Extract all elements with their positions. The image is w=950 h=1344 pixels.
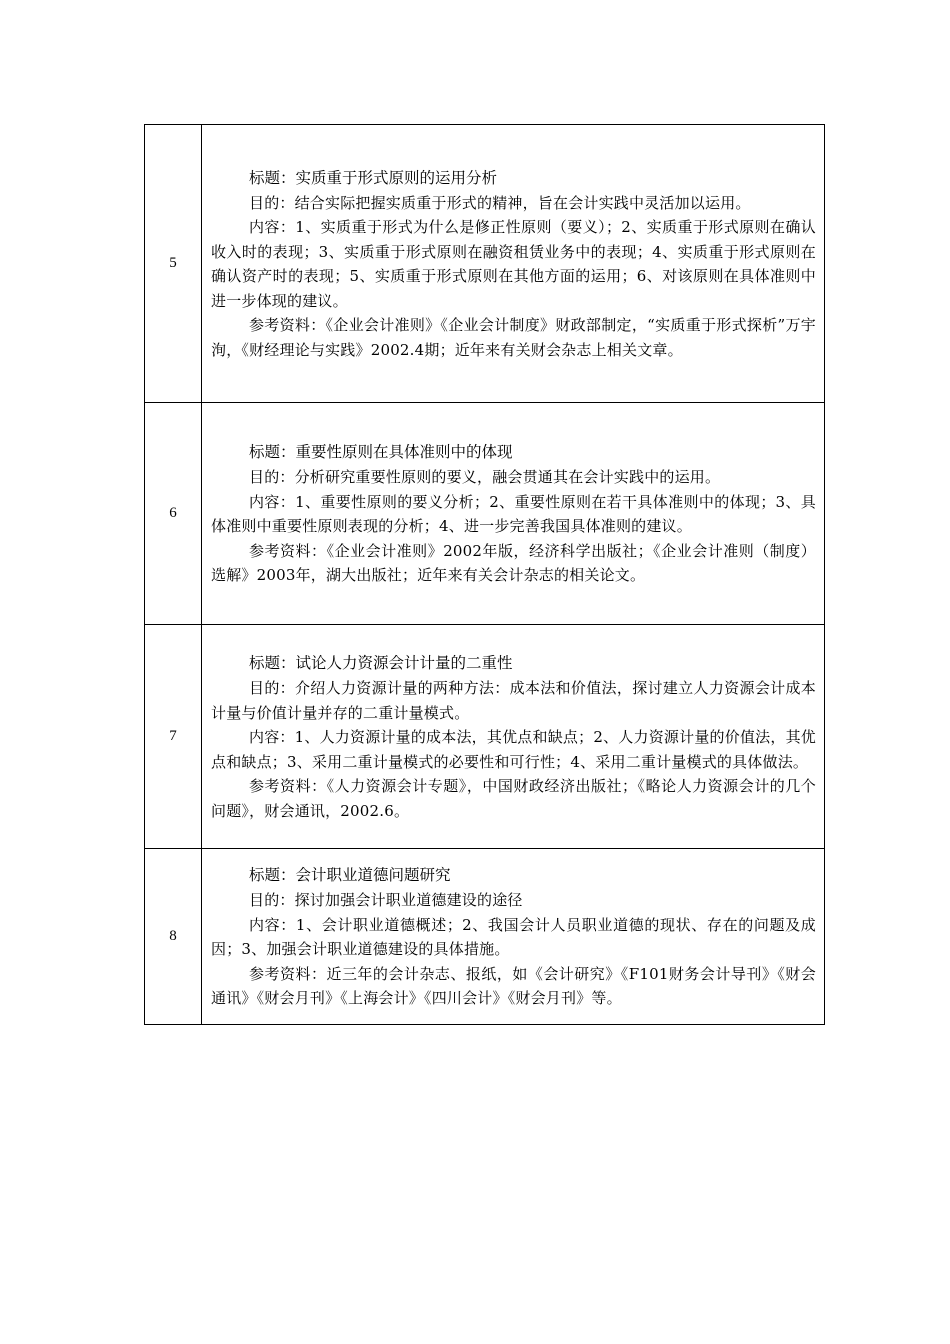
row-number: 7	[145, 625, 202, 849]
table-row	[145, 403, 825, 625]
topic-references: 参考资料：《人力资源会计专题》，中国财政经济出版社；《略论人力资源会计的几个问题》，财会通讯，2002.6。	[211, 777, 816, 820]
topic-title: 会计职业道德问题研究	[295, 866, 451, 885]
topic-title: 实质重于形式原则的运用分析	[295, 168, 498, 187]
topic-cell	[202, 849, 825, 1025]
topic-cell	[202, 403, 825, 625]
topic-cell	[202, 125, 825, 403]
topic-references: 参考资料：《企业会计准则》《企业会计制度》财政部制定，“实质重于形式探析”万宇洵，《财经理论与实践》2002.4期；近年来有关财会杂志上相关文章。	[211, 316, 816, 359]
table-row	[145, 625, 825, 849]
topic-title: 试论人力资源会计计量的二重性	[295, 654, 513, 672]
topic-references: 参考资料：近三年的会计杂志、报纸，如《会计研究》《F101财务会计导刊》《财会通讯》《财会月刊》《上海会计》《四川会计》《财会月刊》等。	[211, 964, 816, 1008]
row-number: 6	[145, 403, 202, 625]
row-number: 8	[145, 849, 202, 1025]
topic-references: 参考资料：《企业会计准则》2002年版，经济科学出版社；《企业会计准则（制度）选解》2003年，湖大出版社；近年来有关会计杂志的相关论文。	[211, 541, 816, 585]
topic-title-line	[211, 440, 816, 465]
topics-table	[144, 124, 825, 1025]
topic-purpose: 目的：介绍人力资源计量的两种方法：成本法和价值法，探讨建立人力资源会计成本计量与价值计量并存的二重计量模式。	[211, 679, 816, 722]
topic-content: 内容：1、实质重于形式为什么是修正性原则（要义）；2、实质重于形式原则在确认收入时的表现；3、实质重于形式原则在融资租赁业务中的表现；4、实质重于形式原则在确认资产时的表现；5、实质重于形式原则在其他方面的运用；6、对该原则在具体准则中进一步体现的建议。	[211, 218, 816, 310]
topic-purpose: 目的：探讨加强会计职业道德建设的途径	[249, 891, 523, 910]
topic-content: 内容：1、重要性原则的要义分析；2、重要性原则在若干具体准则中的体现；3、具体准则中重要性原则表现的分析；4、进一步完善我国具体准则的建议。	[211, 492, 816, 536]
topic-title-line	[211, 651, 816, 676]
title-label: 标题：	[249, 654, 296, 672]
topic-title-line	[211, 166, 816, 191]
topic-content: 内容：1、会计职业道德概述；2、我国会计人员职业道德的现状、存在的问题及成因；3、加强会计职业道德建设的具体措施。	[211, 915, 816, 959]
title-label: 标题：	[249, 866, 296, 885]
topic-purpose: 目的：结合实际把握实质重于形式的精神，旨在会计实践中灵活加以运用。	[249, 193, 751, 212]
topic-purpose: 目的：分析研究重要性原则的要义，融会贯通其在会计实践中的运用。	[249, 468, 721, 487]
row-number: 5	[145, 125, 202, 403]
topic-cell	[202, 625, 825, 849]
title-label: 标题：	[249, 443, 296, 462]
table-row	[145, 125, 825, 403]
table-row	[145, 849, 825, 1025]
topic-title: 重要性原则在具体准则中的体现	[295, 443, 513, 462]
topic-content: 内容：1、人力资源计量的成本法，其优点和缺点；2、人力资源计量的价值法，其优点和缺点；3、采用二重计量模式的必要性和可行性；4、采用二重计量模式的具体做法。	[211, 728, 816, 771]
title-label: 标题：	[249, 168, 296, 187]
topic-title-line	[211, 863, 816, 888]
